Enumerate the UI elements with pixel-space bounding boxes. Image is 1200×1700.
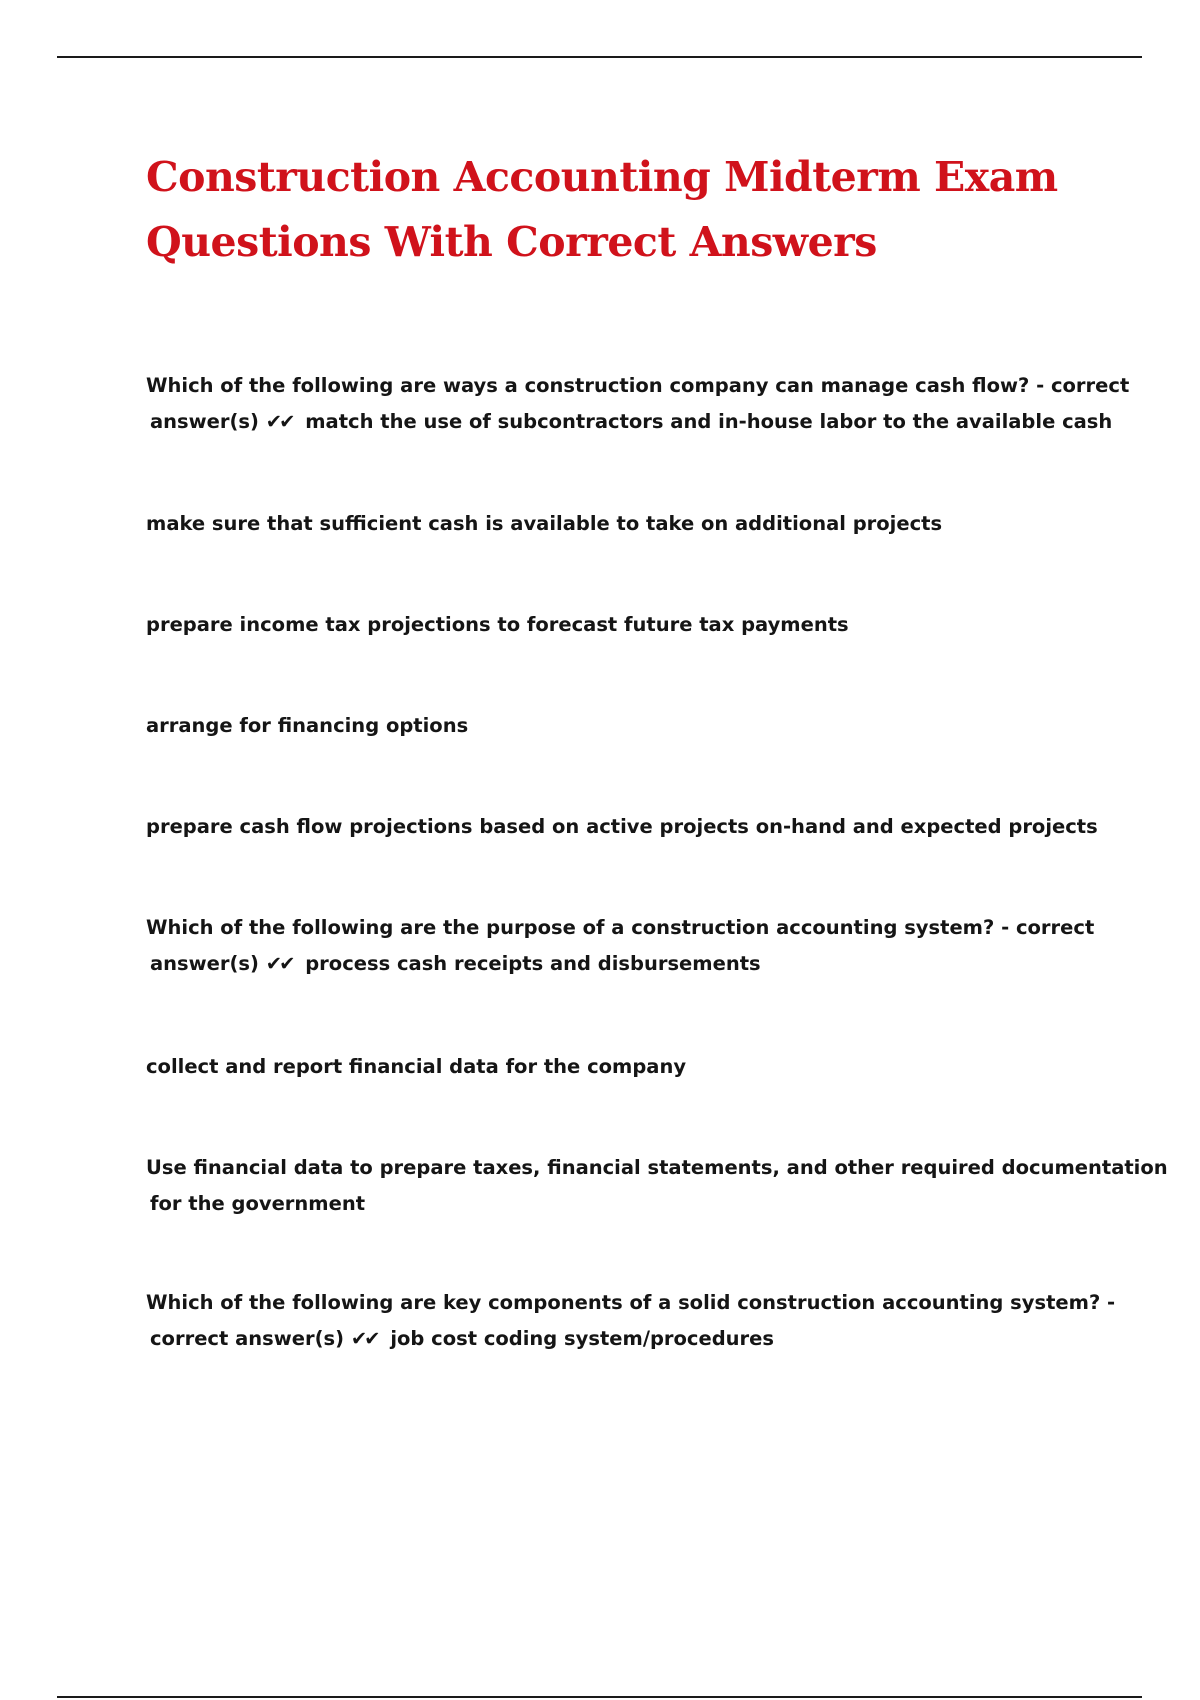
answer-item xyxy=(146,708,1086,744)
question-text: Which of the following are key components of a solid construction accounting system? - xyxy=(146,1291,1116,1314)
question-text: Which of the following are the purpose of a construction accounting system? - correct xyxy=(146,916,1095,939)
double-check-icon: ✔✔ xyxy=(265,410,293,433)
answer-prefix: answer(s) xyxy=(150,410,259,433)
double-check-icon: ✔✔ xyxy=(350,1327,378,1350)
answer-text: match the use of subcontractors and in-house labor to the available cash xyxy=(305,410,1113,433)
answer-line xyxy=(146,404,1113,440)
answer-text: make sure that sufficient cash is available to take on additional projects xyxy=(146,512,943,535)
answer-item xyxy=(146,1150,1168,1222)
answer-item xyxy=(146,607,1086,643)
answer-text: job cost coding system/procedures xyxy=(390,1327,774,1350)
answer-item xyxy=(146,1049,1086,1085)
answer-line xyxy=(146,1321,1086,1357)
answer-text-line-2: for the government xyxy=(150,1192,366,1215)
title-line-2: Questions With Correct Answers xyxy=(146,218,877,266)
answer-item xyxy=(146,506,1086,542)
answer-line xyxy=(146,946,1086,982)
top-divider xyxy=(57,56,1142,58)
double-check-icon: ✔✔ xyxy=(265,952,293,975)
answer-text: collect and report financial data for the company xyxy=(146,1055,687,1078)
question-text: Which of the following are ways a construction company can manage cash flow? - correct xyxy=(146,374,1130,397)
answer-prefix: answer(s) xyxy=(150,952,259,975)
answer-text: arrange for financing options xyxy=(146,714,469,737)
question-block xyxy=(146,910,1095,982)
answer-text-line-1: Use financial data to prepare taxes, financial statements, and other required documentation xyxy=(146,1156,1168,1179)
answer-text: prepare income tax projections to forecast future tax payments xyxy=(146,613,849,636)
question-block xyxy=(146,1285,1116,1357)
answer-text: prepare cash flow projections based on active projects on-hand and expected projects xyxy=(146,815,1098,838)
question-block xyxy=(146,368,1130,440)
answer-item xyxy=(146,809,1098,845)
bottom-divider xyxy=(57,1696,1142,1698)
title-line-1: Construction Accounting Midterm Exam xyxy=(146,153,1058,201)
answer-text: process cash receipts and disbursements xyxy=(305,952,761,975)
answer-prefix: correct answer(s) xyxy=(150,1327,345,1350)
document-title xyxy=(146,145,1106,275)
